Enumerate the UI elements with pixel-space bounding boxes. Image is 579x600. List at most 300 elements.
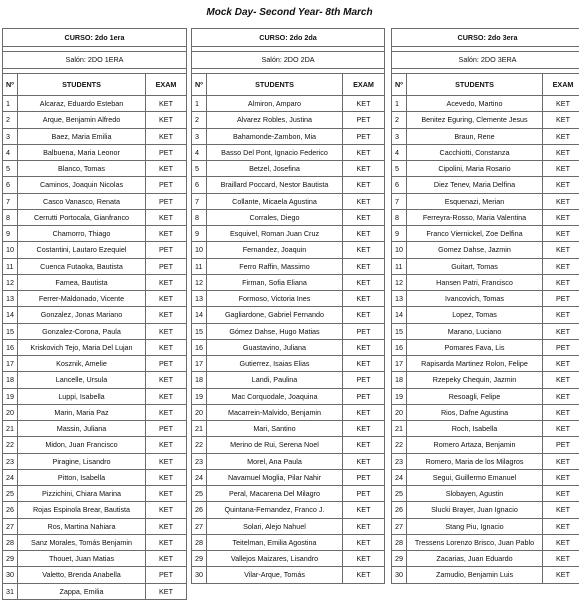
student-name: Diez Tenev, Maria Delfina xyxy=(407,177,543,193)
student-exam: KET xyxy=(343,421,385,437)
table-row xyxy=(392,128,579,144)
student-name: Braillard Poccard, Nestor Bautista xyxy=(207,177,343,193)
student-exam: KET xyxy=(543,144,579,160)
column-header-number: Nº xyxy=(3,74,18,96)
student-name: Rojas Espinola Brear, Bautista xyxy=(18,502,146,518)
student-number: 25 xyxy=(3,486,18,502)
table-row xyxy=(192,486,385,502)
table-row xyxy=(192,209,385,225)
student-name: Fernandez, Joaquin xyxy=(207,242,343,258)
table-row xyxy=(392,469,579,485)
table-row xyxy=(392,518,579,534)
table-row xyxy=(192,177,385,193)
student-number: 19 xyxy=(392,388,407,404)
column-header-number: Nº xyxy=(192,74,207,96)
table-row xyxy=(392,534,579,550)
student-number: 27 xyxy=(392,518,407,534)
student-exam: KET xyxy=(146,96,187,112)
student-exam: KET xyxy=(543,534,579,550)
student-number: 14 xyxy=(192,307,207,323)
student-number: 20 xyxy=(3,404,18,420)
student-exam: KET xyxy=(343,144,385,160)
student-exam: PET xyxy=(146,144,187,160)
table-row xyxy=(3,534,187,550)
table-row xyxy=(392,453,579,469)
student-number: 2 xyxy=(192,112,207,128)
student-number: 1 xyxy=(392,96,407,112)
table-row xyxy=(392,209,579,225)
student-number: 3 xyxy=(3,128,18,144)
student-number: 11 xyxy=(192,258,207,274)
student-exam: KET xyxy=(343,404,385,420)
table-row xyxy=(192,551,385,567)
student-name: Ferrer-Maldonado, Vicente xyxy=(18,291,146,307)
student-exam: KET xyxy=(343,242,385,258)
student-name: Landi, Paulina xyxy=(207,372,343,388)
student-number: 16 xyxy=(3,339,18,355)
student-exam: KET xyxy=(543,421,579,437)
table-row xyxy=(192,128,385,144)
student-exam: KET xyxy=(543,307,579,323)
student-number: 28 xyxy=(3,534,18,550)
student-number: 6 xyxy=(192,177,207,193)
student-number: 2 xyxy=(392,112,407,128)
table-row xyxy=(192,567,385,583)
student-number: 18 xyxy=(192,372,207,388)
student-number: 29 xyxy=(192,551,207,567)
student-exam: KET xyxy=(343,209,385,225)
student-number: 17 xyxy=(3,356,18,372)
table-row xyxy=(192,534,385,550)
student-name: Franco Viernickel, Zoe Delfina xyxy=(407,226,543,242)
student-number: 20 xyxy=(192,404,207,420)
student-name: Ros, Martina Nahiara xyxy=(18,518,146,534)
class-roster-2do-2da xyxy=(191,28,385,584)
table-row xyxy=(3,502,187,518)
table-row xyxy=(392,307,579,323)
table-row xyxy=(3,96,187,112)
student-name: Marin, Maria Paz xyxy=(18,404,146,420)
student-name: Ferreyra-Rosso, Maria Valentina xyxy=(407,209,543,225)
table-row xyxy=(192,372,385,388)
column-header-students: STUDENTS xyxy=(407,74,543,96)
student-number: 14 xyxy=(392,307,407,323)
student-name: Benitez Eguring, Clemente Jesus xyxy=(407,112,543,128)
student-name: Pomares Fava, Lis xyxy=(407,339,543,355)
student-exam: KET xyxy=(543,258,579,274)
table-row xyxy=(392,486,579,502)
student-exam: KET xyxy=(543,567,579,583)
student-number: 13 xyxy=(192,291,207,307)
table-row xyxy=(3,128,187,144)
student-number: 10 xyxy=(392,242,407,258)
student-exam: KET xyxy=(343,518,385,534)
column-header-exam: EXAM xyxy=(543,74,579,96)
student-number: 12 xyxy=(3,274,18,290)
student-exam: PET xyxy=(543,291,579,307)
student-number: 17 xyxy=(392,356,407,372)
student-name: Blanco, Tomas xyxy=(18,161,146,177)
student-number: 13 xyxy=(3,291,18,307)
table-row xyxy=(3,258,187,274)
student-name: Cerrutti Portocala, Gianfranco xyxy=(18,209,146,225)
student-exam: PET xyxy=(146,242,187,258)
table-row xyxy=(392,502,579,518)
course-header: CURSO: 2do 1era xyxy=(3,29,187,47)
student-name: Gonzalez-Corona, Paula xyxy=(18,323,146,339)
student-exam: PET xyxy=(343,388,385,404)
student-name: Esquivel, Roman Juan Cruz xyxy=(207,226,343,242)
table-row xyxy=(3,112,187,128)
student-name: Gómez Dahse, Hugo Matias xyxy=(207,323,343,339)
student-name: Alvarez Robles, Justina xyxy=(207,112,343,128)
table-row xyxy=(192,307,385,323)
student-exam: PET xyxy=(146,177,187,193)
table-row xyxy=(192,144,385,160)
student-exam: PET xyxy=(343,469,385,485)
student-exam: KET xyxy=(543,128,579,144)
column-header-exam: EXAM xyxy=(343,74,385,96)
table-row xyxy=(192,193,385,209)
table-row xyxy=(192,112,385,128)
student-name: Piragine, Lisandro xyxy=(18,453,146,469)
student-number: 1 xyxy=(192,96,207,112)
student-number: 7 xyxy=(192,193,207,209)
table-row xyxy=(192,518,385,534)
student-exam: KET xyxy=(146,291,187,307)
table-row xyxy=(3,226,187,242)
student-exam: KET xyxy=(543,161,579,177)
student-name: Tressens Lorenzo Brisco, Juan Pablo xyxy=(407,534,543,550)
roster-table xyxy=(2,28,187,600)
student-name: Sanz Morales, Tomás Benjamin xyxy=(18,534,146,550)
student-number: 29 xyxy=(392,551,407,567)
student-number: 15 xyxy=(392,323,407,339)
student-name: Vilar-Arque, Tomás xyxy=(207,567,343,583)
student-exam: PET xyxy=(543,339,579,355)
table-row xyxy=(392,242,579,258)
student-number: 26 xyxy=(392,502,407,518)
student-exam: KET xyxy=(343,567,385,583)
student-number: 2 xyxy=(3,112,18,128)
student-number: 17 xyxy=(192,356,207,372)
student-exam: KET xyxy=(146,209,187,225)
student-number: 16 xyxy=(192,339,207,355)
column-header-exam: EXAM xyxy=(146,74,187,96)
student-exam: PET xyxy=(146,193,187,209)
column-header-students: STUDENTS xyxy=(18,74,146,96)
course-header: CURSO: 2do 3era xyxy=(392,29,579,47)
table-row xyxy=(192,339,385,355)
student-name: Segui, Guillermo Emanuel xyxy=(407,469,543,485)
table-row xyxy=(192,96,385,112)
student-number: 7 xyxy=(392,193,407,209)
student-name: Navamuel Moglia, Pilar Nahir xyxy=(207,469,343,485)
table-row xyxy=(392,551,579,567)
table-row xyxy=(3,356,187,372)
student-exam: PET xyxy=(146,421,187,437)
table-row xyxy=(192,356,385,372)
student-number: 5 xyxy=(192,161,207,177)
student-exam: KET xyxy=(543,372,579,388)
table-row xyxy=(392,421,579,437)
student-number: 29 xyxy=(3,551,18,567)
table-row xyxy=(3,567,187,583)
student-name: Slobayen, Agustin xyxy=(407,486,543,502)
student-number: 27 xyxy=(3,518,18,534)
student-name: Morel, Ana Paula xyxy=(207,453,343,469)
table-row xyxy=(3,307,187,323)
table-row xyxy=(392,567,579,583)
table-row xyxy=(3,274,187,290)
student-exam: KET xyxy=(343,551,385,567)
roster-table xyxy=(391,28,579,584)
student-number: 6 xyxy=(3,177,18,193)
student-number: 8 xyxy=(392,209,407,225)
table-row xyxy=(3,518,187,534)
student-exam: KET xyxy=(343,161,385,177)
student-name: Mac Corquodale, Joaquina xyxy=(207,388,343,404)
table-row xyxy=(3,144,187,160)
student-exam: KET xyxy=(543,112,579,128)
student-name: Cipolini, Maria Rosario xyxy=(407,161,543,177)
table-row xyxy=(192,502,385,518)
class-roster-2do-3era xyxy=(391,28,579,584)
table-row xyxy=(3,177,187,193)
student-exam: KET xyxy=(343,356,385,372)
student-number: 20 xyxy=(392,404,407,420)
student-exam: KET xyxy=(146,502,187,518)
student-exam: PET xyxy=(543,437,579,453)
student-name: Arque, Benjamin Alfredo xyxy=(18,112,146,128)
student-name: Esquenazi, Merian xyxy=(407,193,543,209)
student-number: 19 xyxy=(192,388,207,404)
student-number: 4 xyxy=(392,144,407,160)
student-name: Cacchiotti, Constanza xyxy=(407,144,543,160)
table-row xyxy=(3,209,187,225)
table-row xyxy=(3,404,187,420)
student-exam: PET xyxy=(343,372,385,388)
student-name: Bahamonde-Zambon, Mia xyxy=(207,128,343,144)
student-name: Romero, Maria de los Milagros xyxy=(407,453,543,469)
student-name: Massin, Juliana xyxy=(18,421,146,437)
student-name: Thouet, Juan Matias xyxy=(18,551,146,567)
student-name: Roch, Isabella xyxy=(407,421,543,437)
roster-table xyxy=(191,28,385,584)
student-number: 12 xyxy=(392,274,407,290)
table-row xyxy=(3,437,187,453)
table-row xyxy=(392,356,579,372)
table-row xyxy=(3,193,187,209)
student-name: Kosznik, Amelie xyxy=(18,356,146,372)
student-exam: KET xyxy=(146,339,187,355)
student-number: 30 xyxy=(392,567,407,583)
student-name: Guitart, Tomas xyxy=(407,258,543,274)
student-name: Almiron, Amparo xyxy=(207,96,343,112)
student-name: Stang Piu, Ignacio xyxy=(407,518,543,534)
student-exam: KET xyxy=(543,388,579,404)
table-row xyxy=(3,469,187,485)
table-row xyxy=(392,177,579,193)
student-number: 23 xyxy=(392,453,407,469)
student-number: 8 xyxy=(192,209,207,225)
student-number: 4 xyxy=(192,144,207,160)
student-exam: KET xyxy=(543,242,579,258)
student-exam: KET xyxy=(543,404,579,420)
table-row xyxy=(192,291,385,307)
student-number: 4 xyxy=(3,144,18,160)
table-row xyxy=(3,551,187,567)
student-name: Solari, Alejo Nahuel xyxy=(207,518,343,534)
student-exam: KET xyxy=(343,193,385,209)
student-name: Caminos, Joaquin Nicolas xyxy=(18,177,146,193)
table-row xyxy=(392,388,579,404)
student-name: Zappa, Emilia xyxy=(18,583,146,599)
table-row xyxy=(3,323,187,339)
student-number: 28 xyxy=(192,534,207,550)
student-name: Corrales, Diego xyxy=(207,209,343,225)
student-exam: KET xyxy=(146,518,187,534)
student-number: 24 xyxy=(192,469,207,485)
student-exam: KET xyxy=(146,128,187,144)
table-row xyxy=(3,161,187,177)
student-number: 30 xyxy=(3,567,18,583)
student-name: Luppi, Isabella xyxy=(18,388,146,404)
column-header-number: Nº xyxy=(392,74,407,96)
student-name: Basso Del Pont, Ignacio Federico xyxy=(207,144,343,160)
student-exam: KET xyxy=(543,502,579,518)
student-exam: KET xyxy=(146,453,187,469)
student-exam: KET xyxy=(146,372,187,388)
table-row xyxy=(3,486,187,502)
student-number: 1 xyxy=(3,96,18,112)
student-exam: KET xyxy=(543,96,579,112)
student-name: Gagliardone, Gabriel Fernando xyxy=(207,307,343,323)
student-number: 30 xyxy=(192,567,207,583)
student-name: Quintana-Fernandez, Franco J. xyxy=(207,502,343,518)
student-number: 5 xyxy=(3,161,18,177)
student-name: Slucki Brayer, Juan Ignacio xyxy=(407,502,543,518)
student-number: 12 xyxy=(192,274,207,290)
table-row xyxy=(192,258,385,274)
student-number: 28 xyxy=(392,534,407,550)
student-exam: KET xyxy=(343,226,385,242)
student-exam: PET xyxy=(146,258,187,274)
table-row xyxy=(3,242,187,258)
student-number: 11 xyxy=(392,258,407,274)
table-row xyxy=(3,339,187,355)
student-exam: PET xyxy=(343,323,385,339)
table-row xyxy=(192,161,385,177)
table-row xyxy=(392,437,579,453)
table-row xyxy=(392,323,579,339)
student-exam: KET xyxy=(343,96,385,112)
student-number: 3 xyxy=(392,128,407,144)
student-number: 22 xyxy=(3,437,18,453)
table-row xyxy=(392,96,579,112)
student-exam: KET xyxy=(343,453,385,469)
table-row xyxy=(192,437,385,453)
student-number: 18 xyxy=(3,372,18,388)
student-name: Formoso, Victoria Ines xyxy=(207,291,343,307)
student-exam: KET xyxy=(543,193,579,209)
table-row xyxy=(192,242,385,258)
table-row xyxy=(192,226,385,242)
student-exam: KET xyxy=(543,209,579,225)
student-name: Balbuena, Maria Leonor xyxy=(18,144,146,160)
student-number: 24 xyxy=(3,469,18,485)
student-name: Rapisarda Martinez Rolon, Felipe xyxy=(407,356,543,372)
student-exam: KET xyxy=(343,258,385,274)
page-title: Mock Day- Second Year- 8th March xyxy=(0,7,579,18)
student-number: 15 xyxy=(3,323,18,339)
student-exam: KET xyxy=(543,469,579,485)
student-number: 18 xyxy=(392,372,407,388)
student-name: Casco Vanasco, Renata xyxy=(18,193,146,209)
student-name: Guastavino, Juliana xyxy=(207,339,343,355)
student-exam: KET xyxy=(146,307,187,323)
student-number: 9 xyxy=(3,226,18,242)
student-exam: KET xyxy=(146,226,187,242)
student-name: Baez, Maria Emilia xyxy=(18,128,146,144)
student-exam: KET xyxy=(343,177,385,193)
table-row xyxy=(192,274,385,290)
student-number: 11 xyxy=(3,258,18,274)
student-number: 21 xyxy=(3,421,18,437)
student-exam: PET xyxy=(146,356,187,372)
student-exam: KET xyxy=(343,437,385,453)
student-name: Pitton, Isabella xyxy=(18,469,146,485)
student-number: 8 xyxy=(3,209,18,225)
classroom-label: Salón: 2DO 3ERA xyxy=(392,52,579,69)
table-row xyxy=(3,421,187,437)
student-name: Cuenca Futaoka, Bautista xyxy=(18,258,146,274)
student-exam: PET xyxy=(343,112,385,128)
student-exam: KET xyxy=(146,437,187,453)
table-row xyxy=(192,421,385,437)
student-exam: KET xyxy=(343,291,385,307)
student-exam: KET xyxy=(343,339,385,355)
student-name: Zacarias, Juan Eduardo xyxy=(407,551,543,567)
student-number: 25 xyxy=(192,486,207,502)
student-name: Collante, Micaela Agustina xyxy=(207,193,343,209)
student-number: 22 xyxy=(192,437,207,453)
class-roster-2do-1era xyxy=(2,28,187,600)
table-row xyxy=(392,161,579,177)
table-row xyxy=(3,453,187,469)
table-row xyxy=(392,258,579,274)
table-row xyxy=(3,291,187,307)
student-name: Alcaraz, Eduardo Esteban xyxy=(18,96,146,112)
student-name: Mari, Santino xyxy=(207,421,343,437)
student-exam: KET xyxy=(146,551,187,567)
table-row xyxy=(192,388,385,404)
student-name: Romero Artaza, Benjamin xyxy=(407,437,543,453)
table-row xyxy=(392,404,579,420)
student-name: Rios, Dafne Agustina xyxy=(407,404,543,420)
student-number: 9 xyxy=(392,226,407,242)
student-exam: KET xyxy=(543,356,579,372)
student-name: Midon, Juan Francisco xyxy=(18,437,146,453)
student-name: Acevedo, Martino xyxy=(407,96,543,112)
table-row xyxy=(392,193,579,209)
student-exam: KET xyxy=(146,583,187,599)
student-name: Ivancovich, Tomas xyxy=(407,291,543,307)
student-name: Chamorro, Thiago xyxy=(18,226,146,242)
student-exam: KET xyxy=(343,502,385,518)
student-name: Lopez, Tomas xyxy=(407,307,543,323)
student-number: 23 xyxy=(192,453,207,469)
